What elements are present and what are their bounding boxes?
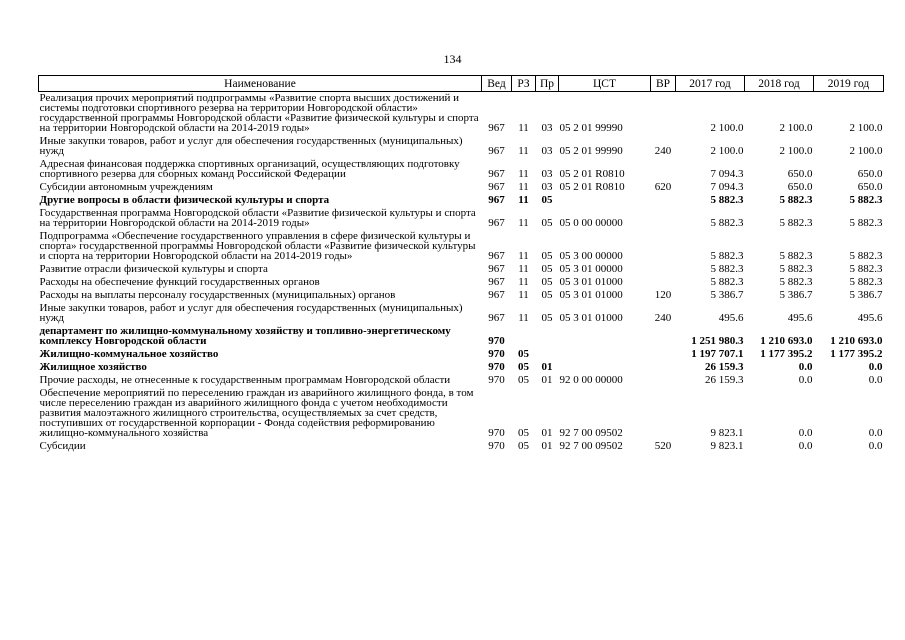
column-header-vr: ВР — [651, 76, 676, 92]
row-vr-cell — [651, 361, 676, 374]
column-header-cst: ЦСТ — [559, 76, 651, 92]
page-number: 134 — [443, 52, 462, 66]
row-name-cell: Реализация прочих мероприятий подпрограммы «Развитие спорта высших достижений и системы подготовки спортивного резерва на территории Новгородской области» государственной программы Новгородской области «Развитие физической культуры и спорта на территории Новгородской области на 2014-2019 годы» — [39, 92, 479, 134]
row-2018-value: 0.0 — [798, 440, 813, 452]
table-header-row — [39, 76, 884, 92]
row-rz-cell: 05 — [518, 361, 529, 373]
row-2017-value: 2 100.0 — [710, 145, 744, 157]
table-row — [39, 440, 884, 453]
row-rz-cell — [512, 325, 536, 348]
row-2017-value: 1 197 707.1 — [691, 348, 744, 360]
row-name-cell: Обеспечение мероприятий по переселению граждан из аварийного жилищного фонда, в том числе переселению граждан из аварийного жилищного фонда с учетом необходимости развития малоэтажного жилищного строительства, осуществляемых за счет средств, поступивших от государственной корпорации - Фонда содействия реформированию жилищно-коммунального хозяйства — [39, 387, 474, 439]
row-2018-value: 5 882.3 — [779, 194, 813, 206]
row-2017-value: 2 100.0 — [710, 122, 744, 134]
row-ved-cell: 967 — [488, 122, 505, 134]
row-name-cell: Расходы на выплаты персоналу государственных (муниципальных) органов — [39, 289, 396, 301]
row-cst-cell: 05 3 01 01000 — [559, 276, 623, 288]
row-2019-value: 0.0 — [868, 440, 883, 452]
row-2019-value: 1 210 693.0 — [830, 335, 883, 347]
row-vr-cell: 520 — [654, 440, 672, 452]
row-ved-cell: 967 — [488, 276, 505, 288]
table-row — [39, 194, 884, 207]
row-2018-value: 0.0 — [798, 374, 813, 386]
row-ved-cell: 967 — [488, 289, 505, 301]
row-2018-value: 0.0 — [798, 361, 813, 373]
row-2019-value: 0.0 — [868, 427, 883, 439]
row-rz-cell: 11 — [518, 289, 529, 301]
row-pr-cell: 01 — [541, 361, 553, 373]
row-rz-cell: 05 — [518, 374, 529, 386]
row-2019-value: 2 100.0 — [849, 122, 883, 134]
row-2017-value: 9 823.1 — [710, 440, 744, 452]
row-2019-value: 5 386.7 — [849, 289, 883, 301]
row-ved-cell: 967 — [488, 181, 505, 193]
row-ved-cell: 967 — [488, 250, 505, 262]
row-pr-cell: 03 — [541, 181, 553, 193]
row-2018-value: 5 882.3 — [779, 263, 813, 275]
table-body — [39, 92, 884, 454]
table-row — [39, 135, 884, 158]
row-2019-value: 5 882.3 — [849, 263, 883, 275]
column-header-2017: 2017 год — [676, 76, 745, 92]
row-2018-value: 0.0 — [798, 427, 813, 439]
row-vr-cell: 240 — [654, 312, 672, 324]
row-rz-cell: 11 — [518, 312, 529, 324]
row-cst-cell: 92 7 00 09502 — [559, 427, 623, 439]
row-name-cell: Жилищное хозяйство — [39, 361, 147, 373]
column-header-pr: Пр — [536, 76, 559, 92]
row-pr-cell: 05 — [541, 217, 553, 229]
row-vr-cell: 120 — [654, 289, 672, 301]
row-pr-cell: 05 — [541, 194, 553, 206]
row-2017-value: 5 882.3 — [710, 194, 744, 206]
row-pr-cell: 01 — [541, 374, 553, 386]
table-row — [39, 158, 884, 181]
table-row — [39, 374, 884, 387]
table-row — [39, 207, 884, 230]
row-rz-cell: 05 — [518, 427, 529, 439]
row-ved-cell: 967 — [488, 145, 505, 157]
row-rz-cell: 11 — [518, 145, 529, 157]
row-vr-cell — [651, 207, 676, 230]
row-pr-cell: 05 — [541, 312, 553, 324]
row-pr-cell: 03 — [541, 145, 553, 157]
row-pr-cell: 05 — [541, 250, 553, 262]
row-rz-cell: 11 — [518, 276, 529, 288]
row-2017-value: 1 251 980.3 — [691, 335, 744, 347]
row-vr-cell — [651, 230, 676, 263]
table-row — [39, 92, 884, 136]
column-header-2019: 2019 год — [814, 76, 884, 92]
row-cst-cell: 05 3 00 00000 — [559, 250, 623, 262]
row-2019-value: 5 882.3 — [849, 217, 883, 229]
row-2019-value: 5 882.3 — [849, 276, 883, 288]
row-name-cell: Расходы на обеспечение функций государственных органов — [39, 276, 320, 288]
row-pr-cell: 05 — [541, 289, 553, 301]
row-ved-cell: 967 — [488, 168, 505, 180]
row-ved-cell: 970 — [488, 335, 505, 347]
row-2019-value: 495.6 — [857, 312, 883, 324]
row-2018-value: 5 882.3 — [779, 217, 813, 229]
row-2017-value: 5 882.3 — [710, 217, 744, 229]
row-rz-cell: 05 — [518, 440, 529, 452]
column-header-ved: Вед — [482, 76, 512, 92]
row-name-cell: Жилищно-коммунальное хозяйство — [39, 348, 219, 360]
table-row — [39, 181, 884, 194]
table-row — [39, 289, 884, 302]
row-pr-cell: 03 — [541, 168, 553, 180]
table-row — [39, 361, 884, 374]
row-2018-value: 5 386.7 — [779, 289, 813, 301]
column-header-2018: 2018 год — [745, 76, 814, 92]
row-2019-value: 650.0 — [857, 168, 883, 180]
row-name-cell: Адресная финансовая поддержка спортивных организаций, осуществляющих подготовку спортивного резерва для сборных команд Российской Федерации — [39, 158, 460, 180]
row-rz-cell: 11 — [518, 122, 529, 134]
table-row — [39, 302, 884, 325]
row-name-cell: Субсидии автономным учреждениям — [39, 181, 213, 193]
row-pr-cell — [536, 325, 559, 348]
row-cst-cell: 05 3 01 01000 — [559, 289, 623, 301]
row-2017-value: 7 094.3 — [710, 168, 744, 180]
row-ved-cell: 970 — [488, 440, 505, 452]
row-2019-value: 0.0 — [868, 374, 883, 386]
row-2017-value: 9 823.1 — [710, 427, 744, 439]
row-vr-cell — [651, 263, 676, 276]
row-cst-cell: 05 2 01 R0810 — [559, 181, 625, 193]
row-2017-value: 26 159.3 — [705, 374, 744, 386]
column-header-name: Наименование — [39, 76, 482, 92]
row-2018-value: 5 882.3 — [779, 250, 813, 262]
row-cst-cell: 05 0 00 00000 — [559, 217, 623, 229]
row-cst-cell — [559, 361, 651, 374]
row-2018-value: 650.0 — [787, 181, 813, 193]
row-2018-value: 2 100.0 — [779, 122, 813, 134]
row-2017-value: 5 386.7 — [710, 289, 744, 301]
row-cst-cell: 92 7 00 09502 — [559, 440, 623, 452]
row-2017-value: 495.6 — [718, 312, 744, 324]
row-pr-cell: 05 — [541, 263, 553, 275]
table-row — [39, 348, 884, 361]
row-2019-value: 0.0 — [868, 361, 883, 373]
row-cst-cell — [559, 194, 651, 207]
row-2018-value: 495.6 — [787, 312, 813, 324]
row-2017-value: 5 882.3 — [710, 276, 744, 288]
row-pr-cell — [536, 348, 559, 361]
row-ved-cell: 970 — [488, 374, 505, 386]
budget-table — [38, 75, 884, 453]
row-pr-cell: 05 — [541, 276, 553, 288]
row-vr-cell — [651, 325, 676, 348]
table-row — [39, 325, 884, 348]
row-rz-cell: 11 — [518, 263, 529, 275]
row-name-cell: Развитие отрасли физической культуры и спорта — [39, 263, 268, 275]
row-2019-value: 650.0 — [857, 181, 883, 193]
row-rz-cell: 11 — [518, 181, 529, 193]
row-name-cell: Иные закупки товаров, работ и услуг для обеспечения государственных (муниципальных) нужд — [39, 302, 463, 324]
row-2017-value: 5 882.3 — [710, 250, 744, 262]
row-name-cell: департамент по жилищно-коммунальному хозяйству и топливно-энергетическому комплексу Новгородской области — [39, 325, 451, 347]
row-2018-value: 2 100.0 — [779, 145, 813, 157]
row-2019-value: 5 882.3 — [849, 250, 883, 262]
row-2017-value: 7 094.3 — [710, 181, 744, 193]
row-2019-value: 5 882.3 — [849, 194, 883, 206]
row-vr-cell — [651, 92, 676, 136]
row-vr-cell: 240 — [654, 145, 672, 157]
row-rz-cell: 11 — [518, 194, 529, 206]
row-2019-value: 2 100.0 — [849, 145, 883, 157]
table-row — [39, 230, 884, 263]
row-vr-cell — [651, 158, 676, 181]
column-header-rz: РЗ — [512, 76, 536, 92]
row-vr-cell — [651, 387, 676, 440]
row-2018-value: 5 882.3 — [779, 276, 813, 288]
row-cst-cell: 05 3 01 00000 — [559, 263, 623, 275]
row-pr-cell: 03 — [541, 122, 553, 134]
row-name-cell: Государственная программа Новгородской области «Развитие физической культуры и спорта на территории Новгородской области на 2014-2019 годы» — [39, 207, 476, 229]
row-name-cell: Прочие расходы, не отнесенные к государственным программам Новгородской области — [39, 374, 451, 386]
row-cst-cell: 05 2 01 99990 — [559, 122, 623, 134]
table-row — [39, 276, 884, 289]
row-name-cell: Подпрограмма «Обеспечение государственного управления в сфере физической культуры и спорта» государственной программы Новгородской области «Развитие физической культуры и спорта на территории Новгородской области на 2014-2019 годы» — [39, 230, 476, 262]
row-pr-cell: 01 — [541, 427, 553, 439]
row-vr-cell — [651, 194, 676, 207]
row-vr-cell — [651, 374, 676, 387]
row-name-cell: Другие вопросы в области физической культуры и спорта — [39, 194, 330, 206]
row-ved-cell: 967 — [488, 194, 505, 206]
row-ved-cell: 967 — [488, 263, 505, 275]
table-row — [39, 263, 884, 276]
row-vr-cell: 620 — [654, 181, 672, 193]
row-2017-value: 5 882.3 — [710, 263, 744, 275]
row-ved-cell: 970 — [488, 348, 505, 360]
row-ved-cell: 967 — [488, 312, 505, 324]
row-ved-cell: 970 — [488, 361, 505, 373]
row-rz-cell: 11 — [518, 217, 529, 229]
row-rz-cell: 11 — [518, 168, 529, 180]
row-2018-value: 1 210 693.0 — [760, 335, 813, 347]
row-ved-cell: 967 — [488, 217, 505, 229]
row-pr-cell: 01 — [541, 440, 553, 452]
row-cst-cell — [559, 348, 651, 361]
row-name-cell: Субсидии — [39, 440, 86, 452]
row-vr-cell — [651, 348, 676, 361]
row-cst-cell: 05 2 01 R0810 — [559, 168, 625, 180]
row-cst-cell — [559, 325, 651, 348]
row-2018-value: 650.0 — [787, 168, 813, 180]
row-2019-value: 1 177 395.2 — [830, 348, 883, 360]
row-2017-value: 26 159.3 — [705, 361, 744, 373]
row-rz-cell: 11 — [518, 250, 529, 262]
table-row — [39, 387, 884, 440]
row-rz-cell: 05 — [518, 348, 529, 360]
row-cst-cell: 05 3 01 01000 — [559, 312, 623, 324]
row-2018-value: 1 177 395.2 — [760, 348, 813, 360]
row-ved-cell: 970 — [488, 427, 505, 439]
row-cst-cell: 05 2 01 99990 — [559, 145, 623, 157]
row-cst-cell: 92 0 00 00000 — [559, 374, 623, 386]
row-vr-cell — [651, 276, 676, 289]
row-name-cell: Иные закупки товаров, работ и услуг для обеспечения государственных (муниципальных) нужд — [39, 135, 463, 157]
